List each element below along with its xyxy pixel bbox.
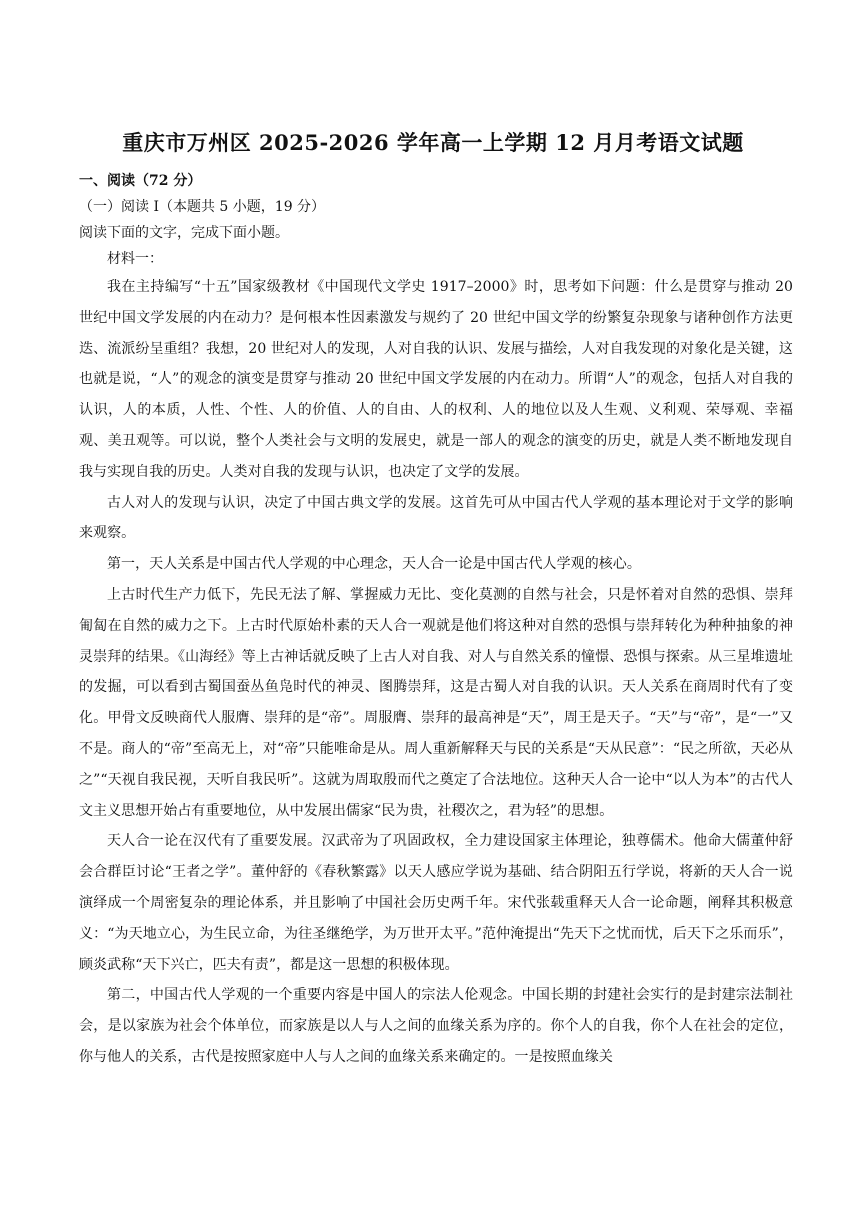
page-title: 重庆市万州区 2025-2026 学年高一上学期 12 月月考语文试题 <box>122 130 744 155</box>
paragraph: 第一，天人关系是中国古代人学观的中心理念，天人合一论是中国古代人学观的核心。 <box>107 556 641 573</box>
paragraph: 古人对人的发现与认识，决定了中国古典文学的发展。这首先可从中国古代人学观的基本理论对于文学的影响来观察。 <box>79 494 793 542</box>
paragraph: 天人合一论在汉代有了重要发展。汉武帝为了巩固政权，全力建设国家主体理论，独尊儒术。他命大儒董仲舒会合群臣讨论“王者之学”。董仲舒的《春秋繁露》以天人感应学说为基础、结合阴阳五行学说，将新的天人合一说演绎成一个周密复杂的理论体系，并且影响了中国社会历史两千年。宋代张载重释天人合一论命题，阐释其积极意义：“为天地立心，为生民立命，为往圣继绝学，为万世开太平。”范仲淹提出“先天下之忧而忧，后天下之乐而乐”，顾炎武称“天下兴亡，匹夫有责”，都是这一思想的积极体现。 <box>79 833 793 973</box>
subsection-heading: （一）阅读 I（本题共 5 小题，19 分） <box>79 199 326 215</box>
paragraph: 第二，中国古代人学观的一个重要内容是中国人的宗法人伦观念。中国长期的封建社会实行的是封建宗法制社会，是以家族为社会个体单位，而家族是以人与人之间的血缘关系为序的。你个人的自我，你个人在社会的定位，你与他人的关系，古代是按照家庭中人与人之间的血缘关系来确定的。一是按照血缘关 <box>79 987 793 1065</box>
section-heading <box>79 168 793 194</box>
document-page <box>79 128 793 1073</box>
paragraph: 我在主持编写“十五”国家级教材《中国现代文学史 1917–2000》时，思考如下问题：什么是贯穿与推动 20 世纪中国文学发展的内在动力？是何根本性因素激发与规约了 20 世纪中国文学的纷繁复杂现象与诸种创作方法更迭、流派纷呈重组？我想，20 世纪对人的发现，人对自我的认识、发展与描绘，人对自我发现的对象化是关键，这也就是说，“人”的观念的演变是贯穿与推动 20 世纪中国文学发展的内在动力。所谓“人”的观念，包括人对自我的认识，人的本质，人性、个性、人的价值、人的自由、人的权利、人的地位以及人生观、义利观、荣辱观、幸福观、美丑观等。可以说，整个人类社会与文明的发展史，就是一部人的观念的演变的历史，就是人类不断地发现自我与实现自我的历史。人类对自我的发现与认识，也决定了文学的发展。 <box>79 279 793 480</box>
paragraph: 上古时代生产力低下，先民无法了解、掌握威力无比、变化莫测的自然与社会，只是怀着对自然的恐惧、崇拜匍匐在自然的威力之下。上古时代原始朴素的天人合一观就是他们将这种对自然的恐惧与崇拜转化为种种抽象的神灵崇拜的结果。《山海经》等上古神话就反映了上古人对自我、对人与自然关系的憧憬、恐惧与探索。从三星堆遗址的发掘，可以看到古蜀国蚕丛鱼凫时代的神灵、图腾崇拜，这是古蜀人对自我的认识。天人关系在商周时代有了变化。甲骨文反映商代人服膺、崇拜的是“帝”。周服膺、崇拜的最高神是“天”，周王是天子。“天”与“帝”，是“一”又不是。商人的“帝”至高无上，对“帝”只能唯命是从。周人重新解释天与民的关系是“天从民意”：“民之所欲，天必从之”“天视自我民视，天听自我民听”。这就为周取殷而代之奠定了合法地位。这种天人合一论中“以人为本”的古代人文主义思想开始占有重要地位，从中发展出儒家“民为贵，社稷次之，君为轻”的思想。 <box>79 586 793 819</box>
material-label: 材料一： <box>107 251 163 267</box>
section-heading-text: 一、阅读（72 分） <box>79 173 202 189</box>
instruction-text: 阅读下面的文字，完成下面小题。 <box>79 225 289 241</box>
